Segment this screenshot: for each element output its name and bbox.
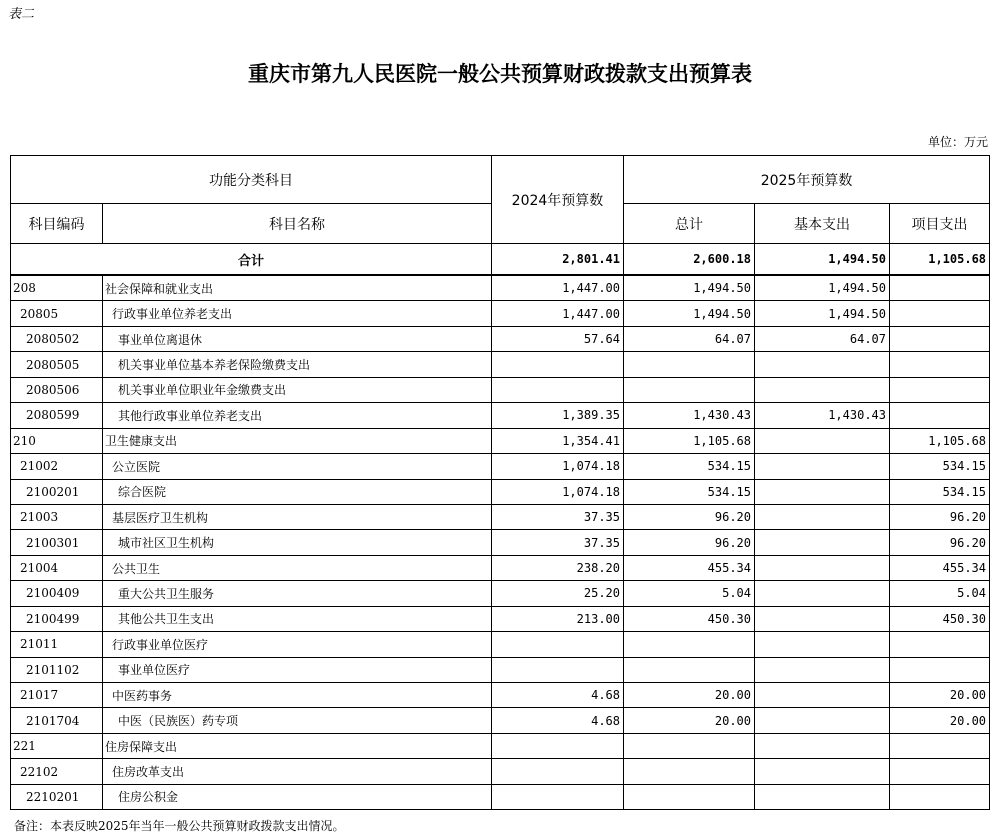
cell-code: 21011: [11, 632, 103, 657]
header-project: 项目支出: [890, 204, 990, 244]
table-row: [11, 632, 990, 657]
header-row-1: [11, 156, 990, 204]
cell-code: 20805: [11, 301, 103, 326]
cell-total: [624, 657, 755, 682]
cell-total: 64.07: [624, 326, 755, 351]
cell-name: 公共卫生: [103, 555, 492, 580]
table-row: [11, 301, 990, 326]
header-budget-2025: 2025年预算数: [624, 156, 990, 204]
cell-project: [890, 784, 990, 809]
cell-project: 455.34: [890, 555, 990, 580]
cell-name: 城市社区卫生机构: [103, 530, 492, 555]
header-budget-2024: 2024年预算数: [492, 156, 624, 244]
cell-code: 2100409: [11, 581, 103, 606]
cell-basic: 1,494.50: [755, 301, 890, 326]
table-row: [11, 377, 990, 402]
cell-code: 21003: [11, 504, 103, 529]
cell-budget-2024: [492, 784, 624, 809]
cell-budget-2024: 37.35: [492, 504, 624, 529]
cell-project: [890, 301, 990, 326]
cell-basic: [755, 479, 890, 504]
cell-budget-2024: 238.20: [492, 555, 624, 580]
table-row: [11, 352, 990, 377]
table-row: [11, 759, 990, 784]
cell-budget-2024: [492, 733, 624, 758]
cell-total: 20.00: [624, 708, 755, 733]
cell-project: 5.04: [890, 581, 990, 606]
table-row: [11, 454, 990, 479]
cell-project: [890, 733, 990, 758]
cell-budget-2024: 37.35: [492, 530, 624, 555]
header-name: 科目名称: [103, 204, 492, 244]
cell-code: 2210201: [11, 784, 103, 809]
cell-name: 综合医院: [103, 479, 492, 504]
cell-basic: [755, 504, 890, 529]
cell-code: 21002: [11, 454, 103, 479]
cell-total: 1,494.50: [624, 301, 755, 326]
cell-project: [890, 403, 990, 428]
cell-basic: 1,430.43: [755, 403, 890, 428]
cell-project: 96.20: [890, 530, 990, 555]
cell-total: 96.20: [624, 530, 755, 555]
cell-project: [890, 377, 990, 402]
total-total: 2,600.18: [624, 244, 755, 276]
cell-total: 1,105.68: [624, 428, 755, 453]
cell-code: 2101102: [11, 657, 103, 682]
cell-project: [890, 275, 990, 301]
cell-name: 住房改革支出: [103, 759, 492, 784]
cell-name: 其他行政事业单位养老支出: [103, 403, 492, 428]
cell-name: 中医药事务: [103, 683, 492, 708]
cell-project: [890, 352, 990, 377]
cell-total: 534.15: [624, 479, 755, 504]
cell-project: 534.15: [890, 454, 990, 479]
cell-total: [624, 377, 755, 402]
cell-budget-2024: 213.00: [492, 606, 624, 631]
cell-total: [624, 352, 755, 377]
cell-code: 2100201: [11, 479, 103, 504]
table-row: [11, 479, 990, 504]
header-func-category: 功能分类科目: [11, 156, 492, 204]
cell-name: 住房公积金: [103, 784, 492, 809]
table-row: [11, 275, 990, 301]
cell-name: 其他公共卫生支出: [103, 606, 492, 631]
cell-budget-2024: 1,389.35: [492, 403, 624, 428]
cell-budget-2024: [492, 377, 624, 402]
header-basic: 基本支出: [755, 204, 890, 244]
cell-basic: [755, 784, 890, 809]
cell-budget-2024: [492, 657, 624, 682]
page-title: 重庆市第九人民医院一般公共预算财政拨款支出预算表: [248, 62, 752, 86]
cell-project: [890, 326, 990, 351]
cell-code: 2080502: [11, 326, 103, 351]
unit-label: 单位：万元: [927, 135, 988, 149]
cell-budget-2024: [492, 632, 624, 657]
cell-basic: [755, 632, 890, 657]
cell-total: 450.30: [624, 606, 755, 631]
cell-code: 22102: [11, 759, 103, 784]
cell-total: [624, 733, 755, 758]
cell-name: 事业单位医疗: [103, 657, 492, 682]
table-row: [11, 606, 990, 631]
cell-project: 20.00: [890, 683, 990, 708]
cell-project: [890, 657, 990, 682]
budget-table: [10, 155, 990, 810]
cell-total: 20.00: [624, 683, 755, 708]
cell-total: [624, 759, 755, 784]
cell-total: 1,430.43: [624, 403, 755, 428]
table-row: [11, 581, 990, 606]
cell-code: 2080506: [11, 377, 103, 402]
total-row: [11, 244, 990, 276]
table-row: [11, 657, 990, 682]
cell-name: 公立医院: [103, 454, 492, 479]
table-row: [11, 326, 990, 351]
cell-code: 2080505: [11, 352, 103, 377]
cell-budget-2024: 57.64: [492, 326, 624, 351]
total-label: 合计: [11, 244, 492, 276]
cell-basic: [755, 733, 890, 758]
cell-code: 21004: [11, 555, 103, 580]
cell-basic: [755, 606, 890, 631]
cell-budget-2024: 1,447.00: [492, 301, 624, 326]
cell-basic: [755, 530, 890, 555]
header-code: 科目编码: [11, 204, 103, 244]
cell-code: 221: [11, 733, 103, 758]
cell-project: 20.00: [890, 708, 990, 733]
cell-total: 5.04: [624, 581, 755, 606]
cell-name: 基层医疗卫生机构: [103, 504, 492, 529]
table-row: [11, 733, 990, 758]
cell-project: 1,105.68: [890, 428, 990, 453]
cell-basic: [755, 555, 890, 580]
cell-total: 96.20: [624, 504, 755, 529]
cell-budget-2024: 1,354.41: [492, 428, 624, 453]
cell-budget-2024: 4.68: [492, 683, 624, 708]
cell-total: [624, 784, 755, 809]
cell-total: 455.34: [624, 555, 755, 580]
cell-name: 机关事业单位基本养老保险缴费支出: [103, 352, 492, 377]
cell-total: 1,494.50: [624, 275, 755, 301]
cell-basic: 1,494.50: [755, 275, 890, 301]
footnote: 备注：本表反映2025年当年一般公共预算财政拨款支出情况。: [14, 819, 345, 833]
table-row: [11, 683, 990, 708]
cell-name: 中医（民族医）药专项: [103, 708, 492, 733]
header-total: 总计: [624, 204, 755, 244]
cell-code: 21017: [11, 683, 103, 708]
table-row: [11, 708, 990, 733]
cell-code: 210: [11, 428, 103, 453]
cell-name: 住房保障支出: [103, 733, 492, 758]
cell-budget-2024: 1,074.18: [492, 479, 624, 504]
cell-project: 96.20: [890, 504, 990, 529]
table-row: [11, 530, 990, 555]
cell-name: 行政事业单位养老支出: [103, 301, 492, 326]
cell-budget-2024: [492, 759, 624, 784]
cell-budget-2024: 1,447.00: [492, 275, 624, 301]
cell-basic: [755, 683, 890, 708]
table-number-label: 表二: [8, 7, 35, 22]
cell-code: 2080599: [11, 403, 103, 428]
cell-basic: [755, 708, 890, 733]
cell-basic: [755, 657, 890, 682]
cell-code: 208: [11, 275, 103, 301]
cell-basic: 64.07: [755, 326, 890, 351]
cell-basic: [755, 454, 890, 479]
cell-budget-2024: 25.20: [492, 581, 624, 606]
table-row: [11, 504, 990, 529]
cell-budget-2024: 4.68: [492, 708, 624, 733]
cell-project: [890, 759, 990, 784]
table-row: [11, 428, 990, 453]
cell-project: [890, 632, 990, 657]
cell-project: 450.30: [890, 606, 990, 631]
cell-basic: [755, 759, 890, 784]
total-basic: 1,494.50: [755, 244, 890, 276]
cell-name: 社会保障和就业支出: [103, 275, 492, 301]
cell-basic: [755, 581, 890, 606]
cell-name: 重大公共卫生服务: [103, 581, 492, 606]
cell-basic: [755, 352, 890, 377]
cell-budget-2024: [492, 352, 624, 377]
cell-total: 534.15: [624, 454, 755, 479]
total-project: 1,105.68: [890, 244, 990, 276]
cell-basic: [755, 428, 890, 453]
cell-code: 2100301: [11, 530, 103, 555]
table-row: [11, 555, 990, 580]
cell-code: 2100499: [11, 606, 103, 631]
cell-basic: [755, 377, 890, 402]
cell-name: 卫生健康支出: [103, 428, 492, 453]
cell-total: [624, 632, 755, 657]
cell-name: 机关事业单位职业年金缴费支出: [103, 377, 492, 402]
cell-name: 事业单位离退休: [103, 326, 492, 351]
cell-budget-2024: 1,074.18: [492, 454, 624, 479]
cell-project: 534.15: [890, 479, 990, 504]
cell-code: 2101704: [11, 708, 103, 733]
cell-name: 行政事业单位医疗: [103, 632, 492, 657]
total-budget-2024: 2,801.41: [492, 244, 624, 276]
table-row: [11, 784, 990, 809]
table-row: [11, 403, 990, 428]
